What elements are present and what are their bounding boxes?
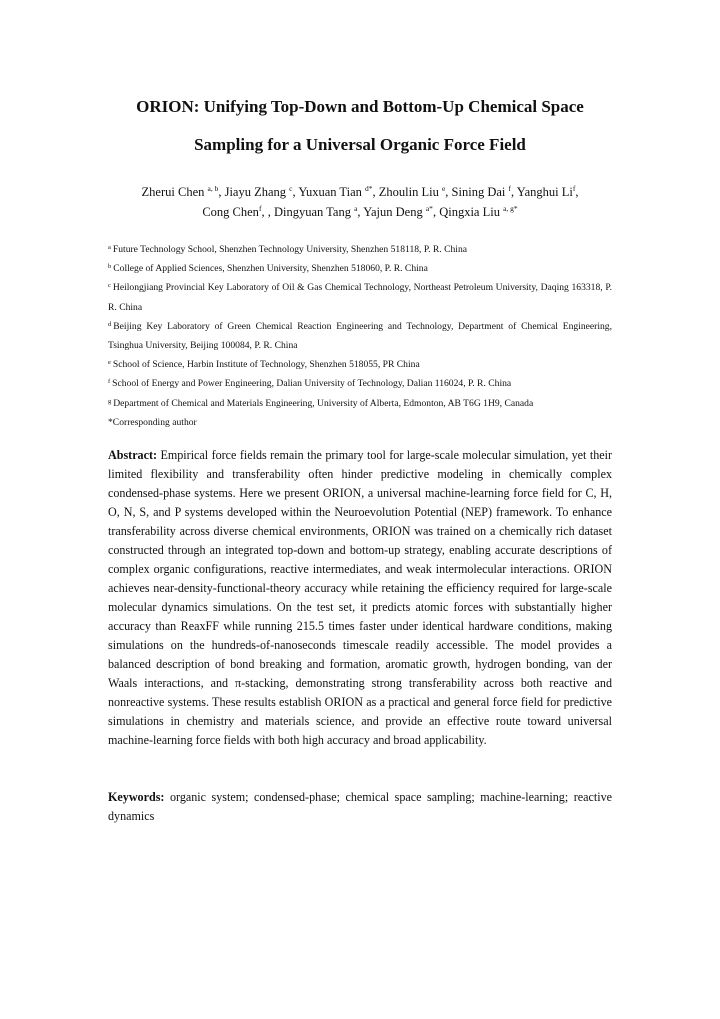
- author-affiliation-mark: a, b: [207, 184, 219, 193]
- author-affiliation-mark: f: [258, 204, 262, 213]
- author-line-2: [80, 202, 640, 222]
- author-affiliation-mark: e: [441, 184, 446, 193]
- author-list: [80, 182, 640, 222]
- author: [202, 205, 274, 219]
- author-separator: ,: [575, 185, 579, 199]
- affiliation-list: [108, 240, 612, 432]
- keywords-text: organic system; condensed-phase; chemical space sampling; machine-learning; reactive dynamics: [108, 790, 613, 823]
- abstract-label: Abstract:: [108, 448, 158, 462]
- author: [298, 185, 378, 199]
- author-affiliation-mark: c: [289, 184, 293, 193]
- author-affiliation-mark: a, g*: [503, 204, 518, 213]
- author-name: Yanghui Li: [516, 185, 573, 199]
- corresponding-author-note: [108, 413, 612, 432]
- affiliation-text: Heilongjiang Provincial Key Laboratory of Oil & Gas Chemical Technology, Northeast Petroleum University, Daqing 163318, P. R. China: [108, 282, 612, 313]
- author: [439, 205, 517, 219]
- author: [452, 185, 517, 199]
- affiliation-mark: g: [108, 397, 112, 405]
- author-separator: ,: [432, 205, 440, 219]
- author: [363, 205, 439, 219]
- paper-title-line-2: Sampling for a Universal Organic Force Field: [194, 135, 526, 154]
- author-name: Sining Dai: [451, 185, 506, 199]
- affiliation-mark: a: [108, 244, 111, 251]
- abstract-text: Empirical force fields remain the primary tool for large-scale molecular simulation, yet their limited flexibility and transferability often hinder predictive modeling in chemically complex condensed-phase systems. Here we present ORION, a universal machine-learning force field for C, H, O, N, S, and P systems developed within the Neuroevolution Potential (NEP) framework. To enhance transferability across diverse chemical environments, ORION was trained on a chemically rich dataset constructed through an integrated top-down and bottom-up strategy, enabling accurate descriptions of complex organic configurations, reactive intermediates, and weak intermolecular interactions. ORION achieves near-density-functional-theory accuracy while retaining the efficiency required for large-scale molecular dynamics simulations. On the test set, it predicts atomic forces with substantially higher accuracy than ReaxFF while running 215.5 times faster under identical hardware conditions, making simulations on the hundreds-of-nanoseconds timescale readily accessible. The model provides a balanced description of bond breaking and formation, aromatic growth, hydrogen bonding, van der Waals interactions, and π-stacking, demonstrating strong transferability across both reactive and nonreactive systems. These results establish ORION as a practical and general force field for predictive simulations in chemistry and materials science, and provide an effective route toward universal machine-learning force fields with both high accuracy and broad applicability.: [108, 448, 612, 747]
- affiliation-mark: d: [108, 320, 112, 328]
- affiliation-text: Department of Chemical and Materials Engineering, University of Alberta, Edmonton, AB T6G 1H9, Canada: [113, 397, 534, 409]
- affiliation-item: [108, 394, 612, 413]
- abstract-paragraph: [108, 446, 612, 750]
- affiliation-item: [108, 240, 612, 259]
- affiliation-item: [108, 259, 612, 278]
- affiliation-text: Future Technology School, Shenzhen Technology University, Shenzhen 518118, P. R. China: [112, 244, 468, 255]
- author-separator: ,: [372, 185, 379, 199]
- author-name: Zherui Chen: [141, 185, 205, 199]
- affiliation-mark: b: [108, 263, 112, 271]
- affiliation-item: [108, 355, 612, 374]
- author-line-1: [80, 182, 640, 202]
- author-separator: , ,: [261, 205, 274, 219]
- affiliation-text: School of Energy and Power Engineering, Dalian University of Technology, Dalian 116024, P. R. China: [112, 378, 512, 390]
- affiliation-text: Beijing Key Laboratory of Green Chemical Reaction Engineering and Technology, Department of Chemical Engineering, Tsinghua University, Beijing 100084, P. R. China: [108, 320, 612, 352]
- author-affiliation-mark: a: [354, 204, 358, 213]
- author: [379, 185, 452, 199]
- affiliation-item: [108, 374, 612, 393]
- affiliation-text: School of Science, Harbin Institute of Technology, Shenzhen 518055, PR China: [112, 359, 420, 371]
- paper-title-line-1: ORION: Unifying Top-Down and Bottom-Up Chemical Space: [136, 97, 584, 116]
- author: [274, 205, 363, 219]
- affiliation-item: [108, 317, 612, 355]
- author-affiliation-mark: d*: [365, 184, 373, 193]
- keywords-paragraph: [108, 788, 612, 826]
- affiliation-mark: e: [108, 359, 111, 367]
- author-separator: ,: [292, 185, 299, 199]
- author-name: Cong Chen: [202, 205, 259, 219]
- author-name: Yajun Deng: [363, 205, 423, 219]
- author-name: Jiayu Zhang: [224, 185, 287, 199]
- author-separator: ,: [357, 205, 364, 219]
- author-separator: ,: [218, 185, 225, 199]
- author: [225, 185, 299, 199]
- author-affiliation-mark: f: [572, 184, 576, 193]
- keywords-label: Keywords:: [108, 790, 165, 804]
- author-affiliation-mark: a*: [425, 204, 433, 213]
- author-separator: ,: [511, 185, 517, 199]
- author: [142, 185, 225, 199]
- author: [517, 185, 579, 199]
- author-affiliation-mark: f: [508, 184, 511, 193]
- author-name: Qingxia Liu: [439, 205, 500, 219]
- affiliation-mark: c: [108, 282, 111, 290]
- affiliation-text: College of Applied Sciences, Shenzhen University, Shenzhen 518060, P. R. China: [113, 263, 428, 275]
- affiliation-item: [108, 278, 612, 316]
- author-name: Zhoulin Liu: [378, 185, 439, 199]
- author-name: Yuxuan Tian: [298, 185, 362, 199]
- affiliation-text: *Corresponding author: [108, 416, 197, 428]
- affiliation-mark: f: [108, 378, 111, 386]
- author-name: Dingyuan Tang: [273, 205, 351, 219]
- author-separator: ,: [445, 185, 452, 199]
